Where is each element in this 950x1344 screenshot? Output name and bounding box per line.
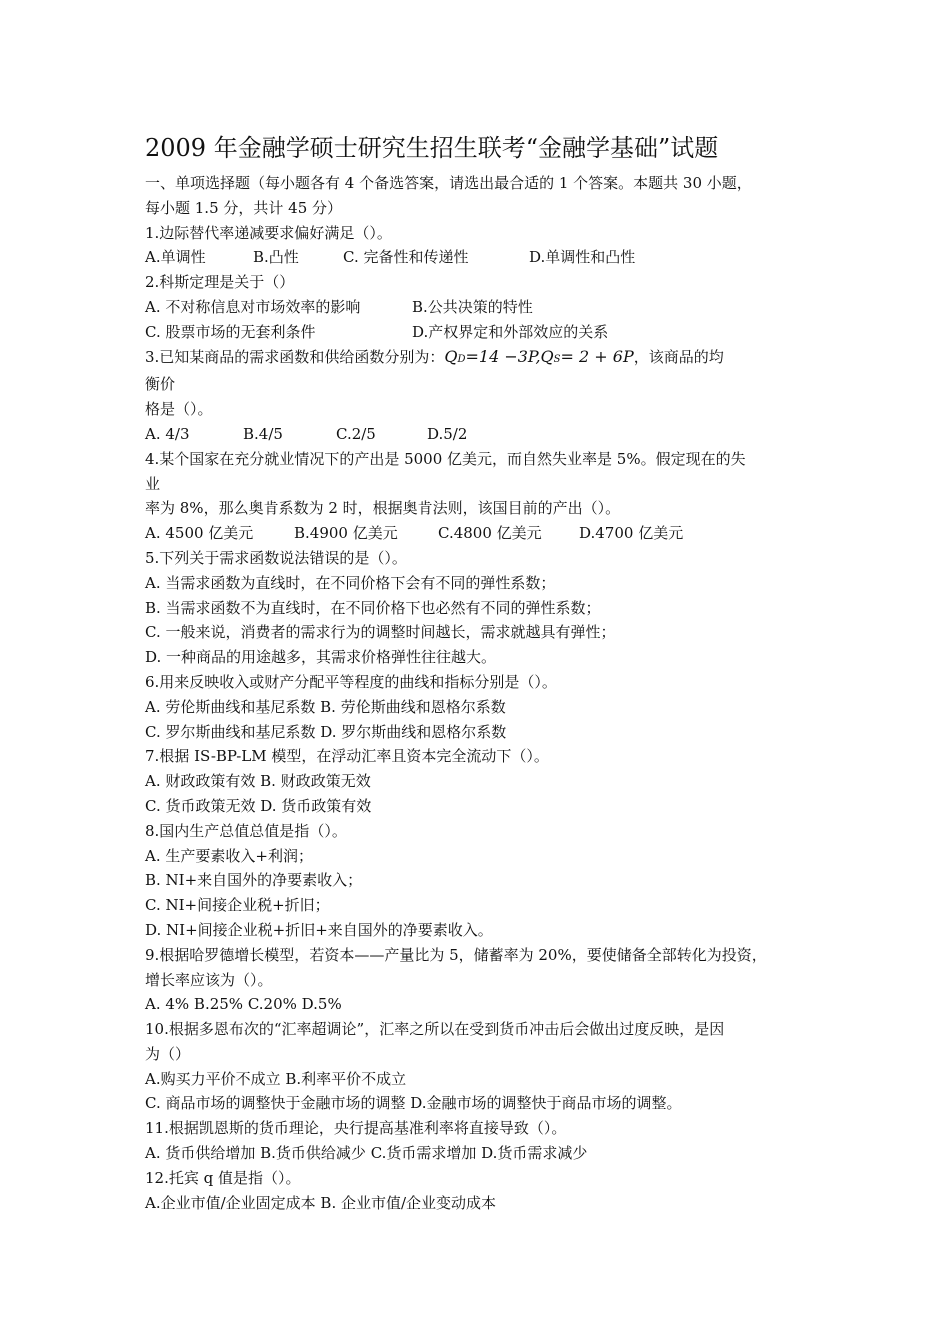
options-ab: A. 劳伦斯曲线和基尼系数 B. 劳伦斯曲线和恩格尔系数 — [145, 697, 506, 716]
options-ab: A. 财政政策有效 B. 财政政策无效 — [145, 772, 371, 791]
options-row: A. 货币供给增加 B.货币供给减少 C.货币需求增加 D.货币需求减少 — [145, 1144, 588, 1163]
option-b: B.4900 亿美元 — [294, 524, 398, 543]
option-d: D.4700 亿美元 — [579, 524, 684, 543]
qs-symbol: Q — [540, 346, 554, 366]
option-c: C. 完备性和传递性 — [343, 248, 469, 267]
question-stem: 7.根据 IS-BP-LM 模型，在浮动汇率且资本完全流动下（）。 — [145, 747, 549, 766]
option-b: B.公共决策的特性 — [412, 297, 533, 316]
options-row — [145, 320, 825, 345]
section-instructions-line2: 每小题 1.5 分，共计 45 分） — [145, 198, 343, 217]
option-d: D.单调性和凸性 — [529, 248, 636, 267]
question-4 — [145, 447, 825, 546]
question-1 — [145, 221, 825, 271]
question-stem — [145, 345, 825, 373]
options-row — [145, 295, 825, 320]
qd-symbol: Q — [444, 346, 458, 366]
question-stem: 9.根据哈罗德增长模型，若资本——产量比为 5，储蓄率为 20%，要使储备全部转化为投资， — [145, 945, 767, 964]
question-3 — [145, 345, 825, 447]
options-ab: A.企业市值/企业固定成本 B. 企业市值/企业变动成本 — [145, 1193, 497, 1212]
qd-subscript: D — [457, 353, 466, 365]
options-ab: A.购买力平价不成立 B.利率平价不成立 — [145, 1069, 407, 1088]
question-2 — [145, 270, 825, 344]
question-stem-continued: 衡价 — [145, 375, 176, 394]
option-a: A. 不对称信息对市场效率的影响 — [145, 297, 361, 316]
question-stem: 2.科斯定理是关于（） — [145, 273, 295, 292]
question-stem: 11.根据凯恩斯的货币理论，央行提高基准利率将直接导致（）。 — [145, 1119, 567, 1138]
options-row: A. 4% B.25% C.20% D.5% — [145, 995, 342, 1014]
demand-expression: =14 −3P, — [465, 346, 541, 366]
option-d: D. 一种商品的用途越多，其需求价格弹性往往越大。 — [145, 648, 497, 667]
question-12 — [145, 1166, 825, 1216]
option-a: A. 4/3 — [145, 424, 190, 443]
question-stem-continued: 业 — [145, 474, 161, 493]
options-cd: C. 货币政策无效 D. 货币政策有效 — [145, 796, 372, 815]
option-b: B.凸性 — [253, 248, 299, 267]
question-stem-continued: 率为 8%，那么奥肯系数为 2 时，根据奥肯法则，该国目前的产出（）。 — [145, 499, 621, 518]
option-c: C. NI+间接企业税+折旧； — [145, 896, 330, 915]
option-d: D.5/2 — [427, 424, 468, 443]
question-stem-continued: 为（） — [145, 1044, 191, 1063]
qs-subscript: S — [553, 353, 561, 365]
option-c: C.4800 亿美元 — [438, 524, 542, 543]
option-d: D. NI+间接企业税+折旧+来自国外的净要素收入。 — [145, 920, 493, 939]
option-a: A. 生产要素收入+利润； — [145, 846, 313, 865]
question-7 — [145, 744, 825, 818]
section-heading — [145, 171, 825, 221]
question-10 — [145, 1017, 825, 1116]
formula-demand — [444, 347, 633, 366]
section-instructions-line1: 一、单项选择题（每小题各有 4 个备选答案，请选出最合适的 1 个答案。本题共 30 小题， — [145, 174, 752, 192]
option-b: B. NI+来自国外的净要素收入； — [145, 871, 363, 890]
option-c: C.2/5 — [336, 424, 376, 443]
question-8 — [145, 819, 825, 943]
option-b: B.4/5 — [243, 424, 283, 443]
option-a: A. 当需求函数为直线时，在不同价格下会有不同的弹性系数； — [145, 573, 556, 592]
option-d: D.产权界定和外部效应的关系 — [412, 322, 609, 341]
option-c: C. 一般来说，消费者的需求行为的调整时间越长，需求就越具有弹性； — [145, 623, 616, 642]
question-stem: 8.国内生产总值总值是指（）。 — [145, 821, 347, 840]
exam-document — [145, 133, 825, 1215]
question-stem: 12.托宾 q 值是指（）。 — [145, 1168, 301, 1187]
option-a: A. 4500 亿美元 — [145, 524, 254, 543]
question-stem-continued: 增长率应该为（）。 — [145, 970, 273, 989]
question-stem: 5.下列关于需求函数说法错误的是（）。 — [145, 548, 407, 567]
question-5 — [145, 546, 825, 670]
question-9 — [145, 943, 825, 1017]
option-a: A.单调性 — [145, 248, 206, 267]
options-cd: C. 商品市场的调整快于金融市场的调整 D.金融市场的调整快于商品市场的调整。 — [145, 1094, 682, 1113]
options-row — [145, 422, 825, 447]
option-b: B. 当需求函数不为直线时，在不同价格下也必然有不同的弹性系数； — [145, 598, 601, 617]
question-6 — [145, 670, 825, 744]
options-row — [145, 245, 825, 270]
question-stem: 1.边际替代率递减要求偏好满足（）。 — [145, 223, 392, 242]
question-stem-continued: 格是（）。 — [145, 400, 213, 419]
options-cd: C. 罗尔斯曲线和基尼系数 D. 罗尔斯曲线和恩格尔系数 — [145, 722, 507, 741]
option-c: C. 股票市场的无套利条件 — [145, 322, 316, 341]
supply-expression: = 2 + 6P — [560, 346, 634, 366]
question-11 — [145, 1116, 825, 1166]
stem-prefix: 3.已知某商品的需求函数和供给函数分别为： — [145, 347, 445, 366]
options-row — [145, 521, 825, 546]
exam-title: 2009 年金融学硕士研究生招生联考“金融学基础”试题 — [145, 134, 719, 162]
question-stem: 6.用来反映收入或财产分配平等程度的曲线和指标分别是（）。 — [145, 672, 557, 691]
question-stem: 10.根据多恩布次的“汇率超调论”，汇率之所以在受到货币冲击后会做出过度反映，是因 — [145, 1020, 725, 1039]
stem-suffix: ，该商品的均 — [633, 347, 724, 366]
question-stem: 4.某个国家在充分就业情况下的产出是 5000 亿美元，而自然失业率是 5%。假定现在的失 — [145, 449, 746, 468]
